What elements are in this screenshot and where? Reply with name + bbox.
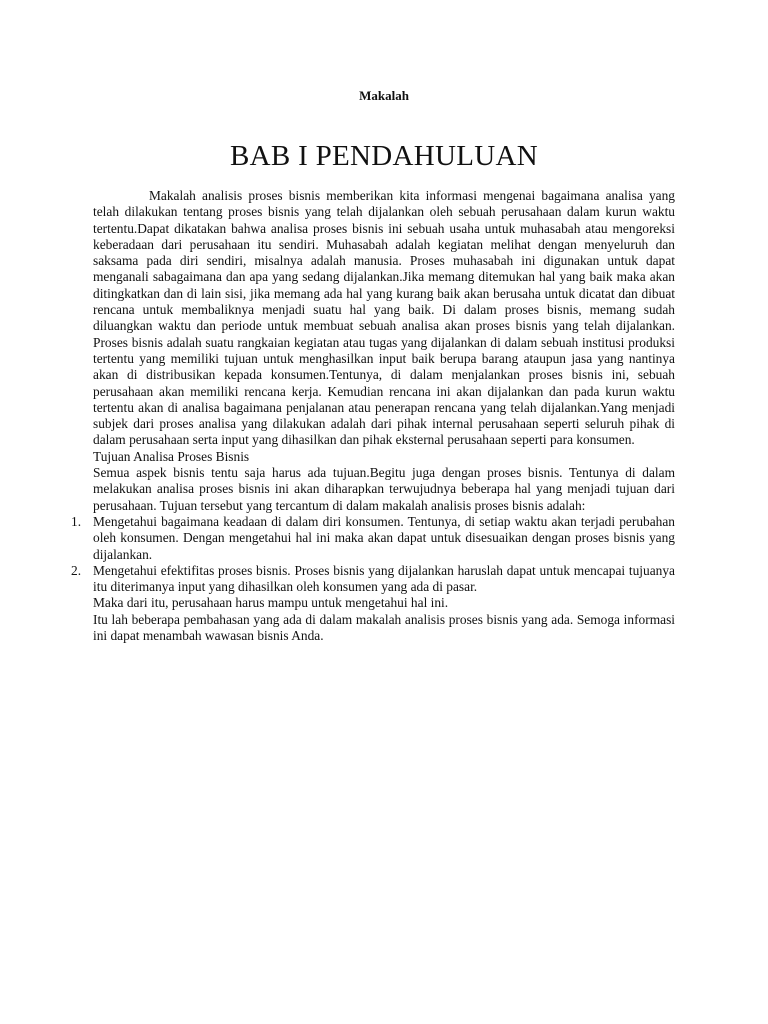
list-item-number: 1. [71,513,82,529]
closing-paragraph: Itu lah beberapa pembahasan yang ada di dalam makalah analisis proses bisnis yang ada. Semoga informasi ini dapat menambah wawasan bisnis Anda. [93,611,675,644]
list-item [71,513,675,563]
list-item-text: Mengetahui bagaimana keadaan di dalam diri konsumen. Tentunya, di setiap waktu akan terjadi perubahan oleh konsumen. Dengan mengetahui hal ini maka akan dapat untuk disesuaikan dengan proses bisnis yang dijalankan. [93,513,675,562]
chapter-title: BAB I PENDAHULUAN [230,140,538,172]
list-item-number: 2. [71,562,82,578]
list-item [71,562,675,596]
document-header-label: Makalah [359,88,409,103]
document-body [71,188,675,644]
intro-paragraph: Makalah analisis proses bisnis memberikan kita informasi mengenai bagaimana analisa yang telah dilakukan tentang proses bisnis yang telah dijalankan oleh sebuah perusahaan dalam kurun waktu tertentu.Dapat dikatakan bahwa analisa proses bisnis ini sebuah usaha untuk muhasabah atau mengoreksi keberadaan dari perusahaan itu sendiri. Muhasabah adalah kegiatan melihat dengan menyeluruh dan saksama pada diri sendiri, misalnya adalah manusia. Proses muhasabah ini digunakan untuk dapat menganali sabagaimana dan apa yang sedang dijalankan.Jika memang ditemukan hal yang baik maka akan ditingkatkan dan di lain sisi, jika memang ada hal yang kurang baik akan berusaha untuk dicatat dan dibuat rencana untuk membaliknya menjadi suatu hal yang baik. Di dalam proses bisnis, memang sudah diluangkan waktu dan periode untuk membuat sebuah analisa akan proses bisnis yang telah dijalankan. Proses bisnis adalah suatu rangkaian kegiatan atau tugas yang dijalankan di dalam sebuah institusi produksi tertentu yang memiliki tujuan untuk menghasilkan input baik berupa barang ataupun jasa yang nantinya akan di distribusikan kepada konsumen.Tentunya, di dalam menjalankan proses bisnis ini, sebuah perusahaan akan memiliki rencana kerja. Kemudian rencana ini akan dijalankan dan pada kurun waktu tertentu akan di analisa bagaimana penjalanan atau penerapan rencana yang telah dijalankan.Yang menjadi subjek dari proses analisa yang dilakukan adalah dari pihak internal perusahaan seperti seluruh pihak di dalam perusahaan serta input yang dihasilkan dan pihak eksternal perusahaan seperti para konsumen. [93,188,675,448]
list-continuation: Maka dari itu, perusahaan harus mampu untuk mengetahui hal ini. [93,595,449,611]
section-paragraph: Semua aspek bisnis tentu saja harus ada tujuan.Begitu juga dengan proses bisnis. Tentunya di dalam melakukan analisa proses bisnis ini akan diharapkan terwujudnya beberapa hal yang menjadi tujuan dari perusahaan. Tujuan tersebut yang tercantum di dalam makalah analisis proses bisnis adalah: [93,465,675,513]
list-item-text: Mengetahui efektifitas proses bisnis. Proses bisnis yang dijalankan haruslah dapat untuk mencapai tujuanya itu diterimanya input yang dihasilkan oleh konsumen yang ada di pasar. [93,562,675,595]
section-heading: Tujuan Analisa Proses Bisnis [93,448,250,464]
